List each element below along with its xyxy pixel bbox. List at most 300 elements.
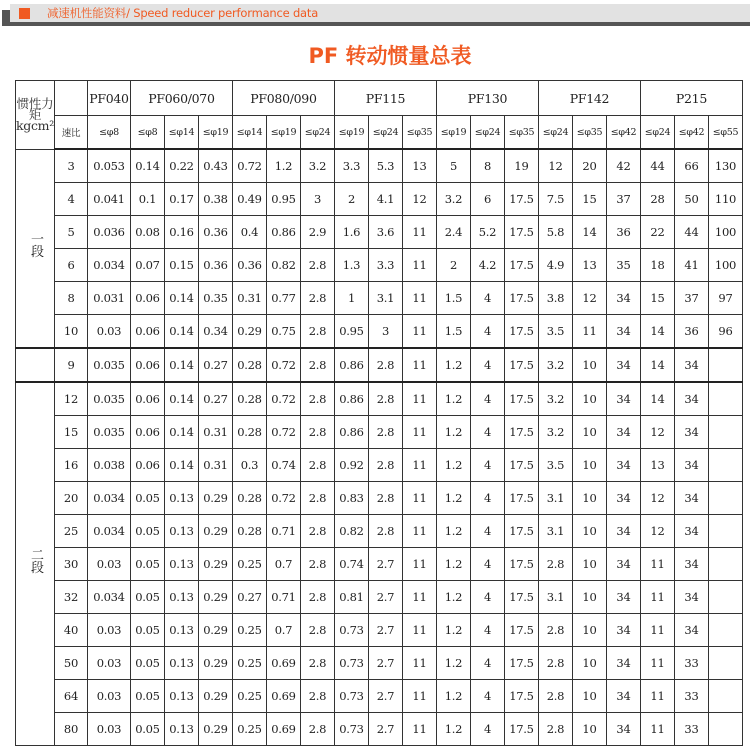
table-row	[16, 183, 743, 216]
value-cell: 0.29	[198, 713, 232, 746]
value-cell: 44	[640, 149, 674, 183]
value-cell: 10	[572, 382, 606, 416]
value-cell: 1.2	[436, 382, 470, 416]
value-cell: 34	[674, 581, 708, 614]
section-label	[16, 382, 55, 746]
value-cell: 2.8	[368, 482, 402, 515]
value-cell: 0.053	[87, 149, 130, 183]
value-cell: 0.74	[334, 548, 368, 581]
value-cell: 0.041	[87, 183, 130, 216]
value-cell: 4	[470, 449, 504, 482]
value-cell: 2.8	[538, 647, 572, 680]
value-cell: 1.2	[436, 548, 470, 581]
value-cell	[708, 382, 742, 416]
value-cell: 0.14	[164, 282, 198, 315]
value-cell: 2.8	[368, 348, 402, 382]
header-title: 减速机性能资料/ Speed reducer performance data	[47, 6, 319, 20]
value-cell: 0.035	[87, 416, 130, 449]
value-cell: 0.36	[198, 216, 232, 249]
model-header: PF142	[538, 81, 640, 116]
value-cell: 2.8	[300, 482, 334, 515]
value-cell: 2.8	[300, 680, 334, 713]
value-cell: 10	[572, 416, 606, 449]
value-cell: 4.9	[538, 249, 572, 282]
value-cell: 34	[606, 449, 640, 482]
value-cell: 33	[674, 713, 708, 746]
value-cell: 0.86	[334, 382, 368, 416]
value-cell: 4	[470, 315, 504, 349]
value-cell: 35	[606, 249, 640, 282]
shaft-limit-header: ≤φ35	[402, 116, 436, 150]
value-cell: 1.2	[436, 614, 470, 647]
value-cell	[708, 581, 742, 614]
value-cell: 1.2	[436, 647, 470, 680]
value-cell: 11	[640, 581, 674, 614]
value-cell: 0.86	[266, 216, 300, 249]
value-cell	[708, 515, 742, 548]
value-cell: 100	[708, 249, 742, 282]
shaft-limit-header: ≤φ24	[368, 116, 402, 150]
value-cell: 17.5	[504, 515, 538, 548]
value-cell: 15	[640, 282, 674, 315]
value-cell: 3.2	[300, 149, 334, 183]
model-header: PF080/090	[232, 81, 334, 116]
value-cell: 34	[674, 449, 708, 482]
table-row	[16, 416, 743, 449]
value-cell: 0.25	[232, 713, 266, 746]
value-cell: 11	[402, 449, 436, 482]
value-cell: 10	[572, 548, 606, 581]
table-row	[16, 348, 743, 382]
value-cell: 0.72	[266, 416, 300, 449]
value-cell: 2.8	[300, 713, 334, 746]
value-cell: 36	[606, 216, 640, 249]
value-cell: 0.035	[87, 348, 130, 382]
value-cell: 0.15	[164, 249, 198, 282]
value-cell: 1.3	[334, 249, 368, 282]
value-cell: 0.25	[232, 680, 266, 713]
value-cell: 0.13	[164, 647, 198, 680]
value-cell: 0.14	[164, 416, 198, 449]
model-header: PF130	[436, 81, 538, 116]
value-cell: 2.8	[300, 249, 334, 282]
shaft-limit-header: ≤φ14	[232, 116, 266, 150]
value-cell: 0.03	[87, 614, 130, 647]
value-cell: 2.8	[300, 315, 334, 349]
value-cell: 0.1	[130, 183, 164, 216]
value-cell: 34	[606, 548, 640, 581]
shaft-limit-header: ≤φ8	[87, 116, 130, 150]
value-cell: 2.9	[300, 216, 334, 249]
value-cell: 0.14	[130, 149, 164, 183]
value-cell: 34	[674, 515, 708, 548]
value-cell: 2.8	[300, 382, 334, 416]
value-cell: 10	[572, 348, 606, 382]
value-cell	[708, 482, 742, 515]
value-cell: 0.05	[130, 614, 164, 647]
value-cell: 0.71	[266, 515, 300, 548]
value-cell: 2.7	[368, 713, 402, 746]
value-cell: 0.28	[232, 348, 266, 382]
value-cell: 34	[606, 515, 640, 548]
value-cell: 100	[708, 216, 742, 249]
value-cell: 2.7	[368, 680, 402, 713]
value-cell: 2.8	[538, 680, 572, 713]
model-header: PF040	[87, 81, 130, 116]
value-cell: 11	[402, 216, 436, 249]
value-cell: 11	[640, 680, 674, 713]
value-cell: 0.28	[232, 482, 266, 515]
value-cell: 17.5	[504, 680, 538, 713]
ratio-header: 速比	[54, 116, 87, 150]
value-cell: 11	[402, 482, 436, 515]
value-cell: 34	[606, 315, 640, 349]
value-cell: 3.2	[538, 382, 572, 416]
value-cell: 14	[640, 382, 674, 416]
value-cell: 5.8	[538, 216, 572, 249]
header-bar	[10, 4, 750, 22]
value-cell: 3	[368, 315, 402, 349]
value-cell: 0.05	[130, 680, 164, 713]
value-cell	[708, 713, 742, 746]
value-cell: 0.29	[198, 482, 232, 515]
value-cell: 1.2	[436, 713, 470, 746]
value-cell: 0.16	[164, 216, 198, 249]
value-cell: 12	[402, 183, 436, 216]
ratio-cell: 6	[54, 249, 87, 282]
value-cell: 17.5	[504, 282, 538, 315]
table-row	[16, 449, 743, 482]
section-label-text: 二段	[27, 547, 43, 574]
ratio-cell: 12	[54, 382, 87, 416]
value-cell: 0.17	[164, 183, 198, 216]
value-cell: 0.05	[130, 482, 164, 515]
shaft-limit-header: ≤φ24	[538, 116, 572, 150]
value-cell: 2.7	[368, 581, 402, 614]
value-cell: 0.03	[87, 315, 130, 349]
value-cell: 10	[572, 647, 606, 680]
value-cell: 11	[640, 713, 674, 746]
value-cell: 0.72	[266, 482, 300, 515]
value-cell: 0.71	[266, 581, 300, 614]
value-cell: 3.8	[538, 282, 572, 315]
value-cell: 4	[470, 647, 504, 680]
value-cell: 1.6	[334, 216, 368, 249]
value-cell: 0.03	[87, 713, 130, 746]
value-cell: 0.29	[198, 680, 232, 713]
value-cell: 17.5	[504, 482, 538, 515]
value-cell: 2.7	[368, 614, 402, 647]
value-cell: 34	[606, 713, 640, 746]
value-cell: 0.69	[266, 647, 300, 680]
table-row	[16, 515, 743, 548]
value-cell: 1.2	[436, 416, 470, 449]
section-label	[16, 348, 55, 382]
table-row	[16, 713, 743, 746]
value-cell: 3.2	[538, 348, 572, 382]
value-cell: 41	[674, 249, 708, 282]
value-cell: 11	[402, 249, 436, 282]
value-cell: 17.5	[504, 449, 538, 482]
value-cell: 0.035	[87, 382, 130, 416]
value-cell: 34	[674, 382, 708, 416]
ratio-cell: 9	[54, 348, 87, 382]
value-cell: 2.8	[300, 614, 334, 647]
value-cell: 33	[674, 647, 708, 680]
shaft-limit-header: ≤φ24	[470, 116, 504, 150]
value-cell: 12	[640, 416, 674, 449]
value-cell: 0.72	[266, 348, 300, 382]
value-cell: 0.31	[198, 416, 232, 449]
value-cell: 0.08	[130, 216, 164, 249]
value-cell: 17.5	[504, 581, 538, 614]
value-cell: 0.031	[87, 282, 130, 315]
value-cell: 34	[606, 348, 640, 382]
value-cell: 0.77	[266, 282, 300, 315]
blank-header-cell	[54, 81, 87, 116]
model-header: PF060/070	[130, 81, 232, 116]
value-cell: 4	[470, 614, 504, 647]
value-cell: 0.75	[266, 315, 300, 349]
table-row	[16, 581, 743, 614]
table-row	[16, 614, 743, 647]
value-cell: 11	[402, 382, 436, 416]
value-cell: 4	[470, 382, 504, 416]
value-cell: 3.1	[368, 282, 402, 315]
value-cell: 17.5	[504, 382, 538, 416]
value-cell: 0.13	[164, 548, 198, 581]
value-cell: 2.8	[300, 348, 334, 382]
ratio-cell: 3	[54, 149, 87, 183]
shaft-limit-header: ≤φ19	[334, 116, 368, 150]
table-row	[16, 282, 743, 315]
value-cell: 2	[436, 249, 470, 282]
value-cell: 33	[674, 680, 708, 713]
value-cell: 3.3	[334, 149, 368, 183]
corner-label-line: kgcm²	[16, 118, 54, 134]
value-cell: 11	[402, 680, 436, 713]
value-cell: 20	[572, 149, 606, 183]
value-cell: 0.38	[198, 183, 232, 216]
value-cell: 2.8	[538, 548, 572, 581]
value-cell: 6	[470, 183, 504, 216]
value-cell: 0.27	[198, 348, 232, 382]
value-cell: 4.2	[470, 249, 504, 282]
value-cell: 13	[640, 449, 674, 482]
value-cell: 0.06	[130, 382, 164, 416]
value-cell: 5	[436, 149, 470, 183]
value-cell: 0.034	[87, 581, 130, 614]
inertia-table	[15, 80, 743, 746]
value-cell: 0.13	[164, 614, 198, 647]
table-row	[16, 382, 743, 416]
value-cell: 0.7	[266, 548, 300, 581]
value-cell: 11	[402, 581, 436, 614]
value-cell: 0.29	[198, 548, 232, 581]
shaft-limit-header: ≤φ19	[266, 116, 300, 150]
ratio-cell: 30	[54, 548, 87, 581]
value-cell: 0.29	[232, 315, 266, 349]
value-cell: 97	[708, 282, 742, 315]
value-cell: 36	[674, 315, 708, 349]
value-cell: 0.13	[164, 581, 198, 614]
value-cell: 0.31	[198, 449, 232, 482]
value-cell: 12	[640, 515, 674, 548]
value-cell: 0.05	[130, 647, 164, 680]
value-cell: 0.36	[232, 249, 266, 282]
table-row	[16, 482, 743, 515]
ratio-cell: 40	[54, 614, 87, 647]
value-cell: 0.13	[164, 680, 198, 713]
value-cell: 0.28	[232, 515, 266, 548]
ratio-cell: 4	[54, 183, 87, 216]
value-cell	[708, 348, 742, 382]
value-cell: 2.8	[368, 449, 402, 482]
value-cell: 0.69	[266, 713, 300, 746]
value-cell: 0.27	[232, 581, 266, 614]
value-cell: 0.29	[198, 647, 232, 680]
value-cell: 10	[572, 581, 606, 614]
value-cell: 0.06	[130, 348, 164, 382]
value-cell: 34	[606, 382, 640, 416]
value-cell: 0.06	[130, 315, 164, 349]
value-cell: 0.86	[334, 348, 368, 382]
value-cell: 0.73	[334, 614, 368, 647]
value-cell: 3.2	[436, 183, 470, 216]
shaft-limit-header: ≤φ42	[606, 116, 640, 150]
value-cell: 0.034	[87, 482, 130, 515]
table-row	[16, 249, 743, 282]
value-cell: 0.06	[130, 449, 164, 482]
value-cell: 5.3	[368, 149, 402, 183]
value-cell: 34	[674, 416, 708, 449]
table-row	[16, 647, 743, 680]
value-cell: 0.72	[232, 149, 266, 183]
value-cell: 1.2	[436, 515, 470, 548]
value-cell: 50	[674, 183, 708, 216]
value-cell: 0.95	[266, 183, 300, 216]
value-cell: 2.8	[368, 515, 402, 548]
value-cell: 0.81	[334, 581, 368, 614]
value-cell: 3	[300, 183, 334, 216]
shaft-limit-header: ≤φ35	[504, 116, 538, 150]
value-cell: 14	[640, 348, 674, 382]
value-cell: 1.2	[266, 149, 300, 183]
value-cell: 66	[674, 149, 708, 183]
value-cell: 8	[470, 149, 504, 183]
value-cell: 12	[538, 149, 572, 183]
value-cell: 4	[470, 680, 504, 713]
model-header: P215	[640, 81, 742, 116]
value-cell: 11	[402, 315, 436, 349]
value-cell: 0.83	[334, 482, 368, 515]
ratio-cell: 80	[54, 713, 87, 746]
shaft-limit-header: ≤φ14	[164, 116, 198, 150]
value-cell: 11	[402, 548, 436, 581]
value-cell: 0.43	[198, 149, 232, 183]
table-row	[16, 216, 743, 249]
value-cell: 2.8	[538, 713, 572, 746]
value-cell: 13	[572, 249, 606, 282]
value-cell: 0.29	[198, 614, 232, 647]
value-cell: 34	[606, 482, 640, 515]
value-cell: 0.05	[130, 548, 164, 581]
value-cell: 18	[640, 249, 674, 282]
value-cell: 0.07	[130, 249, 164, 282]
value-cell: 1.2	[436, 581, 470, 614]
value-cell: 0.06	[130, 416, 164, 449]
value-cell: 14	[640, 315, 674, 349]
value-cell: 13	[402, 149, 436, 183]
value-cell: 11	[402, 713, 436, 746]
value-cell: 0.29	[198, 581, 232, 614]
value-cell	[708, 449, 742, 482]
shaft-limit-header: ≤φ42	[674, 116, 708, 150]
value-cell: 0.27	[198, 382, 232, 416]
value-cell: 4	[470, 515, 504, 548]
value-cell: 0.34	[198, 315, 232, 349]
value-cell: 7.5	[538, 183, 572, 216]
value-cell: 3.5	[538, 449, 572, 482]
ratio-cell: 50	[54, 647, 87, 680]
value-cell: 0.73	[334, 647, 368, 680]
ratio-cell: 15	[54, 416, 87, 449]
value-cell: 17.5	[504, 216, 538, 249]
value-cell: 96	[708, 315, 742, 349]
value-cell: 34	[606, 581, 640, 614]
value-cell: 17.5	[504, 416, 538, 449]
value-cell: 0.25	[232, 548, 266, 581]
value-cell: 2.8	[300, 647, 334, 680]
shaft-limit-header: ≤φ8	[130, 116, 164, 150]
value-cell: 0.95	[334, 315, 368, 349]
value-cell: 12	[640, 482, 674, 515]
value-cell: 10	[572, 515, 606, 548]
value-cell: 0.13	[164, 713, 198, 746]
value-cell: 130	[708, 149, 742, 183]
value-cell	[708, 647, 742, 680]
table-row	[16, 149, 743, 183]
value-cell: 2.8	[300, 515, 334, 548]
value-cell: 0.05	[130, 713, 164, 746]
value-cell: 0.03	[87, 647, 130, 680]
value-cell: 2.8	[368, 416, 402, 449]
section-label	[16, 149, 55, 348]
value-cell: 17.5	[504, 348, 538, 382]
value-cell: 11	[402, 614, 436, 647]
value-cell	[708, 614, 742, 647]
value-cell: 3.3	[368, 249, 402, 282]
value-cell: 0.14	[164, 382, 198, 416]
value-cell: 0.86	[334, 416, 368, 449]
value-cell: 2.4	[436, 216, 470, 249]
value-cell: 0.14	[164, 449, 198, 482]
ratio-cell: 16	[54, 449, 87, 482]
value-cell: 10	[572, 482, 606, 515]
table-row	[16, 315, 743, 349]
value-cell: 0.05	[130, 515, 164, 548]
value-cell: 0.22	[164, 149, 198, 183]
value-cell: 4	[470, 482, 504, 515]
value-cell: 2	[334, 183, 368, 216]
value-cell: 15	[572, 183, 606, 216]
value-cell: 34	[674, 348, 708, 382]
value-cell: 0.03	[87, 548, 130, 581]
ratio-cell: 25	[54, 515, 87, 548]
value-cell: 3.6	[368, 216, 402, 249]
value-cell: 34	[674, 482, 708, 515]
value-cell	[708, 680, 742, 713]
